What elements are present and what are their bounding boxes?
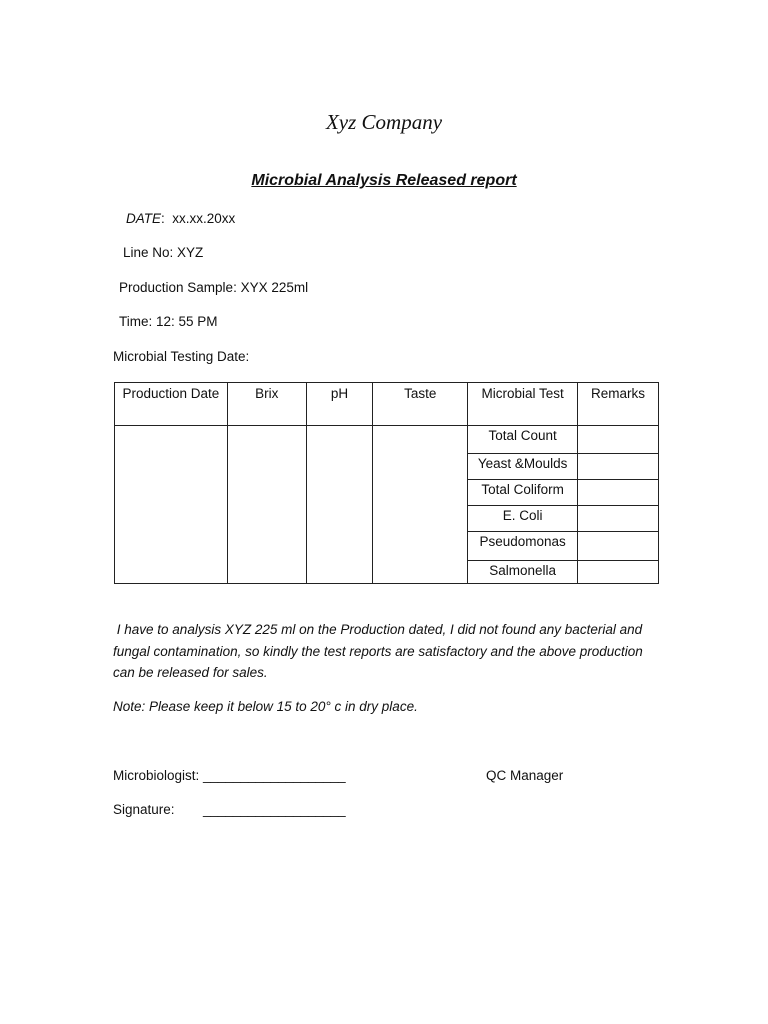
- line-no: Line No: XYZ: [123, 245, 204, 260]
- date-value: xx.xx.20xx: [172, 211, 236, 226]
- remarks-cell: [578, 532, 659, 561]
- header-ph: pH: [306, 383, 373, 426]
- company-name: Xyz Company: [325, 110, 443, 134]
- date-field: [126, 211, 235, 226]
- remarks-cell: [578, 454, 659, 480]
- qc-manager-label: QC Manager: [486, 768, 564, 783]
- test-yeast-moulds: Yeast &Moulds: [468, 454, 578, 480]
- header-taste: Taste: [373, 383, 468, 426]
- signature-label: Signature:: [113, 802, 175, 817]
- taste-cell: [373, 426, 468, 584]
- time-field: Time: 12: 55 PM: [119, 314, 218, 329]
- release-statement: [113, 619, 658, 684]
- header-production-date: Production Date: [115, 383, 228, 426]
- test-salmonella: Salmonella: [468, 561, 578, 584]
- production-sample: Production Sample: XYX 225ml: [119, 280, 309, 295]
- release-statement-text: I have to analysis XYZ 225 ml on the Production dated, I did not found any bacterial and fungal contamination, so kindly the test reports are satisfactory and the above production can be released for sales.: [113, 622, 643, 680]
- remarks-cell: [578, 506, 659, 532]
- remarks-cell: [578, 480, 659, 506]
- results-table: [114, 382, 659, 584]
- header-microbial-test: Microbial Test: [468, 383, 578, 426]
- remarks-cell: [578, 561, 659, 584]
- brix-cell: [227, 426, 306, 584]
- ph-cell: [306, 426, 373, 584]
- remarks-cell: [578, 426, 659, 454]
- test-total-count: Total Count: [468, 426, 578, 454]
- testing-date: Microbial Testing Date:: [113, 349, 250, 364]
- date-colon: :: [161, 211, 173, 226]
- test-e-coli: E. Coli: [468, 506, 578, 532]
- report-title: Microbial Analysis Released report: [251, 172, 517, 189]
- microbiologist-line: Microbiologist: ___________________: [113, 768, 346, 783]
- signature-line: ___________________: [203, 802, 346, 817]
- production-date-cell: [115, 426, 228, 584]
- header-remarks: Remarks: [578, 383, 659, 426]
- header-brix: Brix: [227, 383, 306, 426]
- storage-note: Note: Please keep it below 15 to 20° c in dry place.: [113, 699, 418, 714]
- table-header-row: [115, 383, 659, 426]
- table-row: [115, 426, 659, 454]
- test-pseudomonas: Pseudomonas: [468, 532, 578, 561]
- test-total-coliform: Total Coliform: [468, 480, 578, 506]
- date-label: DATE: [126, 211, 162, 226]
